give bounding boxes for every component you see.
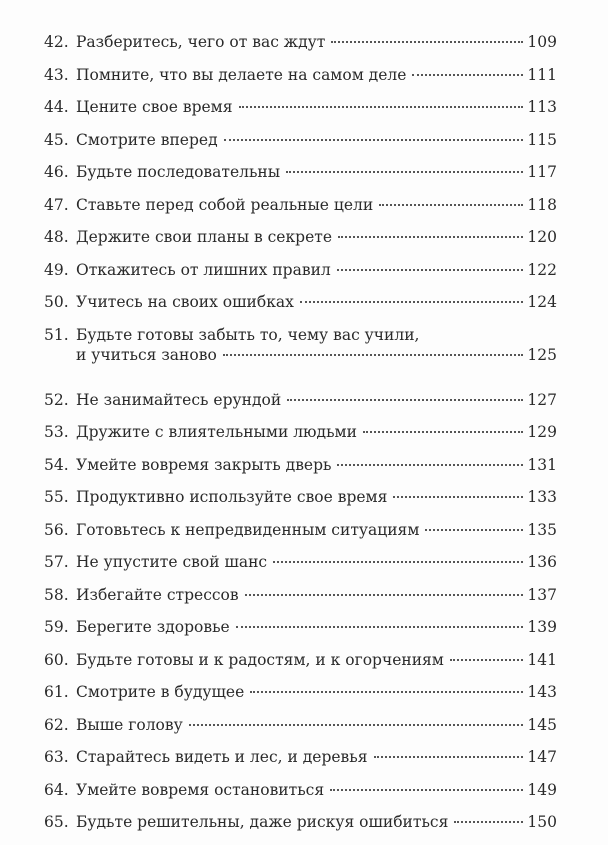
dot-leader xyxy=(245,594,524,596)
toc-entry-title: Смотрите в будущее xyxy=(76,683,245,701)
toc-entry-page-number: 136 xyxy=(527,553,557,571)
toc-entry[interactable] xyxy=(44,422,557,455)
toc-entry-number: 61. xyxy=(44,683,69,701)
dot-leader xyxy=(393,496,523,498)
toc-entry-number: 49. xyxy=(44,260,69,279)
toc-entry-number: 44. xyxy=(44,98,69,116)
toc-entry-title: Будьте готовы забыть то, чему вас учили, xyxy=(76,325,420,344)
toc-entry-page-number: 135 xyxy=(527,520,557,539)
toc-entry-title: Ставьте перед собой реальные цели xyxy=(76,195,374,214)
toc-entry-title: Дружите с влиятельными людьми xyxy=(76,423,357,441)
toc-entry-number: 55. xyxy=(44,488,69,506)
toc-entry-page-number: 118 xyxy=(527,195,557,214)
toc-entry-title: Будьте последовательны xyxy=(76,163,281,181)
dot-leader xyxy=(425,529,523,531)
toc-entry[interactable] xyxy=(44,292,557,325)
toc-entry-page-number: 145 xyxy=(527,715,557,734)
toc-entry-number: 42. xyxy=(44,33,69,51)
toc-entry[interactable] xyxy=(44,195,557,228)
toc-entry-page-number: 137 xyxy=(527,585,557,604)
toc-entry-page-number: 133 xyxy=(527,488,557,506)
toc-entry-number: 64. xyxy=(44,780,69,799)
dot-leader xyxy=(450,659,524,661)
toc-entry[interactable] xyxy=(44,682,557,715)
toc-entry-number: 52. xyxy=(44,390,69,409)
dot-leader xyxy=(224,139,524,141)
toc-entry-number: 45. xyxy=(44,130,69,149)
toc-entry-number: 53. xyxy=(44,423,69,441)
dot-leader xyxy=(379,204,523,206)
toc-entry-page-number: 115 xyxy=(527,130,557,149)
toc-entry-title: Будьте готовы и к радостям, и к огорчениям xyxy=(76,650,444,669)
toc-entry-title: Не занимайтесь ерундой xyxy=(76,390,282,409)
toc-entry-page-number: 125 xyxy=(527,345,557,364)
toc-entry-page-number: 124 xyxy=(527,293,557,311)
toc-entry-title: Готовьтесь к непредвиденным ситуациям xyxy=(76,520,420,539)
toc-entry[interactable] xyxy=(44,552,557,585)
dot-leader xyxy=(337,464,523,466)
toc-entry[interactable] xyxy=(44,97,557,130)
dot-leader xyxy=(330,789,523,791)
toc-entry-title: Держите свои планы в секрете xyxy=(76,228,333,246)
dot-leader xyxy=(374,756,524,758)
toc-entry[interactable] xyxy=(44,325,557,390)
toc-entry-page-number: 131 xyxy=(527,455,557,474)
toc-entry-number: 47. xyxy=(44,195,69,214)
toc-entry[interactable] xyxy=(44,520,557,553)
toc-entry-page-number: 109 xyxy=(527,33,557,51)
toc-entry[interactable] xyxy=(44,162,557,195)
toc-entry-page-number: 147 xyxy=(527,748,557,766)
toc-entry-page-number: 127 xyxy=(527,390,557,409)
toc-entry[interactable] xyxy=(44,390,557,423)
toc-entry-page-number: 120 xyxy=(527,228,557,246)
table-of-contents xyxy=(44,32,557,845)
toc-entry-page-number: 143 xyxy=(527,683,557,701)
toc-entry-number: 59. xyxy=(44,618,69,636)
toc-entry[interactable] xyxy=(44,32,557,65)
dot-leader xyxy=(337,269,524,271)
toc-entry-number: 51. xyxy=(44,325,69,344)
toc-entry[interactable] xyxy=(44,455,557,488)
toc-entry-page-number: 111 xyxy=(527,65,557,84)
dot-leader xyxy=(239,106,524,108)
toc-entry-title: Учитесь на своих ошибках xyxy=(76,293,294,311)
toc-entry-title: Умейте вовремя остановиться xyxy=(76,780,325,799)
toc-entry-number: 48. xyxy=(44,228,69,246)
toc-entry-number: 57. xyxy=(44,553,69,571)
toc-entry-page-number: 139 xyxy=(527,618,557,636)
toc-entry-title: Избегайте стрессов xyxy=(76,585,239,604)
toc-entry-number: 46. xyxy=(44,163,69,181)
toc-entry[interactable] xyxy=(44,780,557,813)
toc-entry-number: 56. xyxy=(44,520,69,539)
toc-entry[interactable] xyxy=(44,617,557,650)
toc-entry-page-number: 129 xyxy=(527,423,557,441)
toc-entry-page-number: 150 xyxy=(527,813,557,831)
toc-entry-title: Будьте решительны, даже рискуя ошибиться xyxy=(76,813,449,831)
toc-entry[interactable] xyxy=(44,747,557,780)
toc-entry-page-number: 149 xyxy=(527,780,557,799)
toc-entry[interactable] xyxy=(44,812,557,845)
toc-entry-number: 43. xyxy=(44,65,69,84)
toc-entry-number: 50. xyxy=(44,293,69,311)
dot-leader xyxy=(331,41,523,43)
toc-entry-title: Помните, что вы делаете на самом деле xyxy=(76,65,407,84)
toc-entry-page-number: 141 xyxy=(527,650,557,669)
toc-entry-title: Старайтесь видеть и лес, и деревья xyxy=(76,748,368,766)
dot-leader xyxy=(273,561,523,563)
toc-entry-title: Смотрите вперед xyxy=(76,130,218,149)
dot-leader xyxy=(412,74,523,76)
dot-leader xyxy=(338,236,523,238)
toc-entry-page-number: 113 xyxy=(527,98,557,116)
toc-entry-title: Берегите здоровье xyxy=(76,618,230,636)
toc-entry-title: и учиться заново xyxy=(76,345,217,364)
toc-entry[interactable] xyxy=(44,585,557,618)
toc-entry-page-number: 117 xyxy=(527,163,557,181)
dot-leader xyxy=(300,301,524,303)
toc-entry[interactable] xyxy=(44,715,557,748)
toc-entry[interactable] xyxy=(44,130,557,163)
toc-entry[interactable] xyxy=(44,65,557,98)
toc-entry[interactable] xyxy=(44,260,557,293)
toc-entry-number: 63. xyxy=(44,748,69,766)
dot-leader xyxy=(454,821,523,823)
toc-entry-title: Откажитесь от лишних правил xyxy=(76,260,331,279)
toc-entry-title: Не упустите свой шанс xyxy=(76,553,268,571)
dot-leader xyxy=(223,354,524,356)
toc-entry-page-number: 122 xyxy=(527,260,557,279)
toc-entry[interactable] xyxy=(44,650,557,683)
toc-entry-number: 65. xyxy=(44,813,69,831)
toc-entry-number: 58. xyxy=(44,585,69,604)
toc-entry-number: 62. xyxy=(44,715,69,734)
toc-entry-title: Разберитесь, чего от вас ждут xyxy=(76,33,326,51)
dot-leader xyxy=(189,724,524,726)
toc-entry-title: Выше голову xyxy=(76,715,183,734)
dot-leader xyxy=(287,399,523,401)
toc-entry-number: 54. xyxy=(44,455,69,474)
dot-leader xyxy=(250,691,523,693)
toc-entry-title: Продуктивно используйте свое время xyxy=(76,488,388,506)
toc-entry-number: 60. xyxy=(44,650,69,669)
dot-leader xyxy=(286,171,523,173)
dot-leader xyxy=(363,431,523,433)
toc-entry[interactable] xyxy=(44,227,557,260)
toc-entry-title: Цените свое время xyxy=(76,98,233,116)
toc-entry[interactable] xyxy=(44,487,557,520)
toc-entry-title: Умейте вовремя закрыть дверь xyxy=(76,455,332,474)
dot-leader xyxy=(236,626,524,628)
